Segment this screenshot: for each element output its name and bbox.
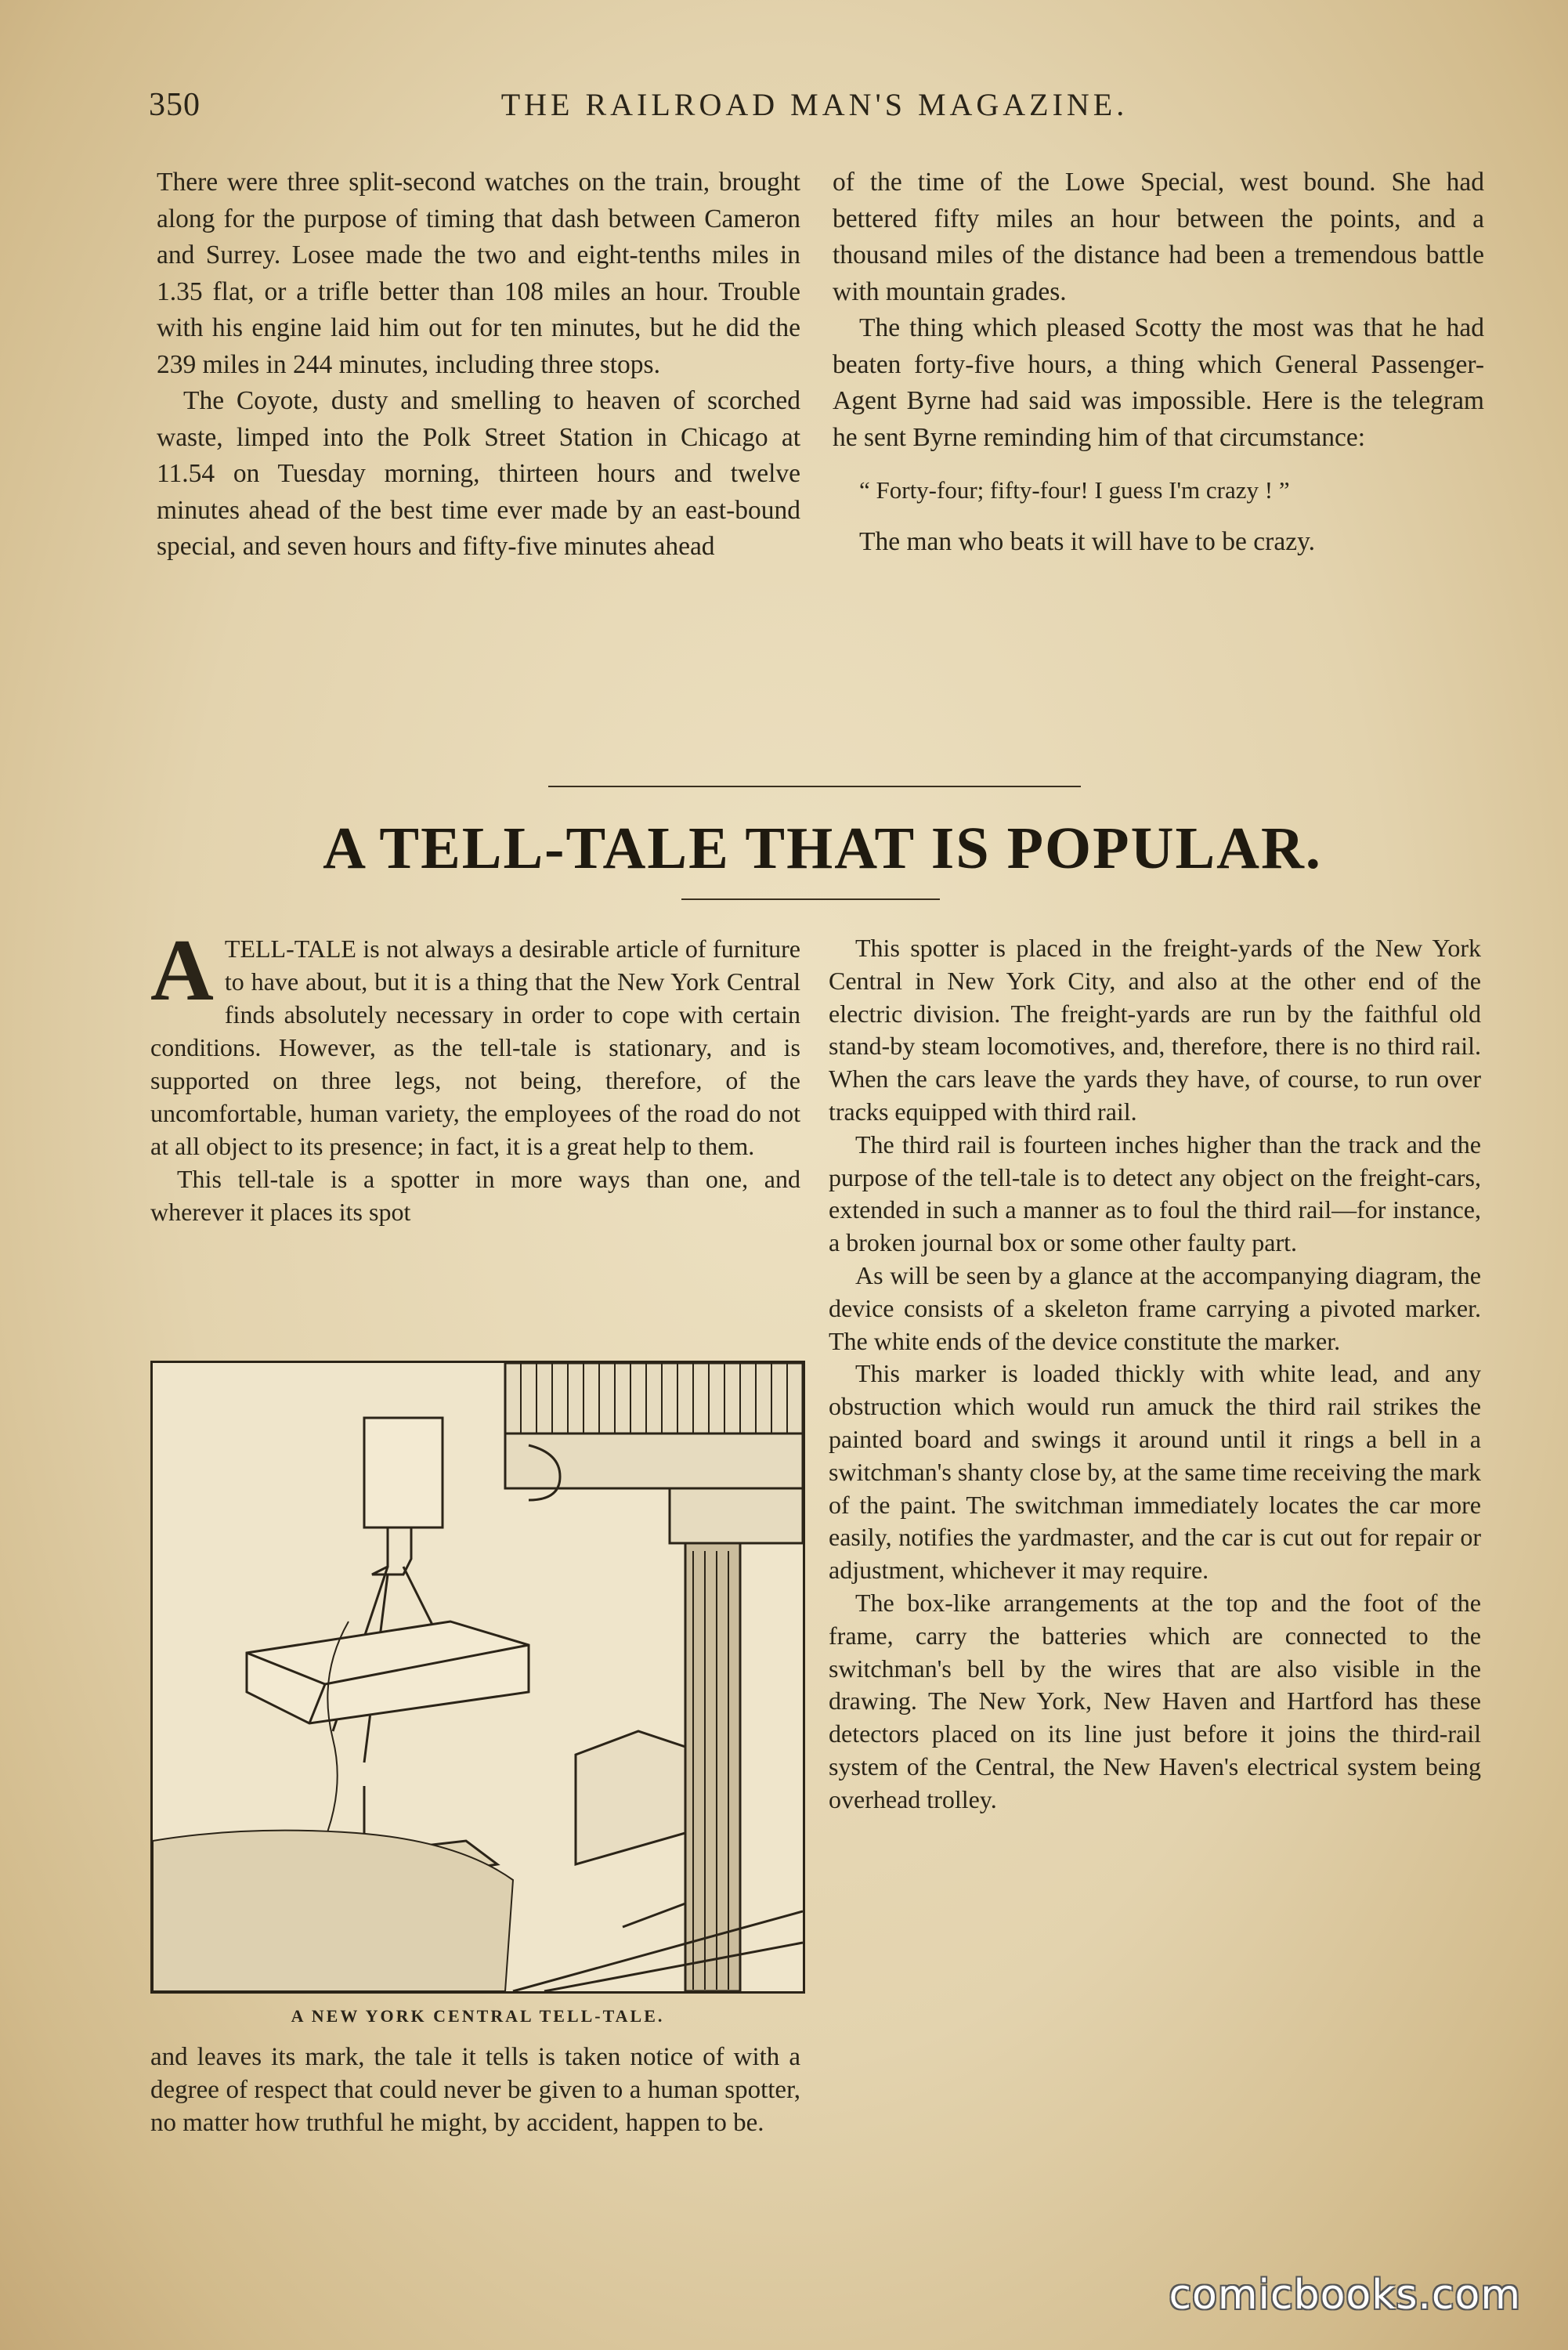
article-title: A TELL-TALE THAT IS POPULAR. [323, 815, 1322, 881]
story-paragraph: The Coyote, dusty and smelling to heaven of scorched waste, limped into the Polk Street Station in Chicago at 11.54 on Tuesday morning, thirteen hours and twelve minutes ahead of the best time ever made by an east-bound special, and seven hours and fifty-five minutes ahead [157, 386, 800, 561]
telegram-quote: “ Forty-four; fifty-four! I guess I'm crazy ! ” [859, 476, 1290, 504]
article-paragraph: This marker is loaded thickly with white lead, and any obstruction which would run amuck the third rail strikes the painted board and swings it around until it rings a bell in a switchman's shanty close by, at the same time receiving the mark of the paint. The switchman immediately locates the car more easily, notifies the yardmaster, and the car is cut out for repair or adjustment, whichever it may require. [829, 1359, 1481, 1585]
article-paragraph: and leaves its mark, the tale it tells is taken notice of with a degree of respect that could never be given to a human spotter, no matter how truthful he might, by accident, happen to be. [150, 2043, 800, 2137]
article-left-column [150, 922, 800, 1228]
article-paragraph: The box-like arrangements at the top and the foot of the frame, carry the batteries which are connected to the switchman's bell by the wires that are also visible in the drawing. The New York, New Haven and Hartford has these detectors placed on its line just before it joins the third-rail system of the Central, the New Haven's electrical system being overhead trolley. [829, 1588, 1481, 1813]
running-head [149, 86, 1480, 133]
story-paragraph: There were three split-second watches on the train, brought along for the purpose of timing that dash between Cameron and Surrey. Losee made the two and eight-tenths miles in 1.35 flat, or a trifle better than 108 miles an hour. Trouble with his engine laid him out for ten minutes, but he did the 239 miles in 244 minutes, including three stops. [157, 168, 800, 379]
article-first-paragraph [150, 922, 800, 1162]
article-paragraph: This spotter is placed in the freight-yards of the New York Central in New York City, and also at the other end of the electric division. The freight-yards are run by the faithful old stand-by steam locomotives, and, therefore, there is no third rail. When the cars leave the yards they have, of course, to run over tracks equipped with third rail. [829, 934, 1481, 1126]
article-paragraph: This tell-tale is a spotter in more ways than one, and wherever it places its spot [150, 1165, 800, 1226]
previous-story-right-column [833, 164, 1484, 561]
story-paragraph: The thing which pleased Scotty the most was that he had beaten forty-five hours, a thing which General Passenger-Agent Byrne had said was impossible. Here is the telegram he sent Byrne reminding him of that circumstance: [833, 313, 1484, 452]
tell-tale-drawing [153, 1363, 803, 1991]
magazine-title: THE RAILROAD MAN'S MAGAZINE. [500, 87, 1129, 122]
article-right-column [829, 932, 1481, 1817]
section-divider [548, 786, 1081, 787]
page-number: 350 [149, 87, 201, 123]
drop-cap: A [150, 922, 214, 1019]
story-paragraph: of the time of the Lowe Special, west bound. She had bettered fifty miles an hour between the points, and a thousand miles of the distance had been a tremendous battle with mountain grades. [833, 168, 1484, 306]
previous-story-left-column [157, 164, 800, 566]
illustration-caption: A NEW YORK CENTRAL TELL-TALE. [291, 2006, 665, 2026]
site-watermark: comicbooks.com [1169, 2272, 1521, 2319]
article-paragraph: As will be seen by a glance at the accompanying diagram, the device consists of a skeleton frame carrying a pivoted marker. The white ends of the device constitute the marker. [829, 1260, 1481, 1355]
article-paragraph-text: TELL-TALE is not always a desirable article of furniture to have about, but it is a thing that the New York Central finds absolutely necessary in order to cope with certain conditions. However, as the tell-tale is stationary, and is supported on three legs, not being, therefore, of the uncomfortable, human variety, the employees of the road do not at all object to its presence; in fact, it is a great help to them. [150, 935, 800, 1160]
article-left-continued [150, 2041, 800, 2139]
title-underline [681, 898, 940, 900]
article-paragraph: The third rail is fourteen inches higher than the track and the purpose of the tell-tale is to detect any object on the freight-cars, extended in such a manner as to foul the third rail—for instance, a broken journal box or some other faulty part. [829, 1130, 1481, 1257]
story-closing: The man who beats it will have to be crazy. [859, 527, 1316, 556]
tell-tale-illustration [150, 1361, 805, 1994]
